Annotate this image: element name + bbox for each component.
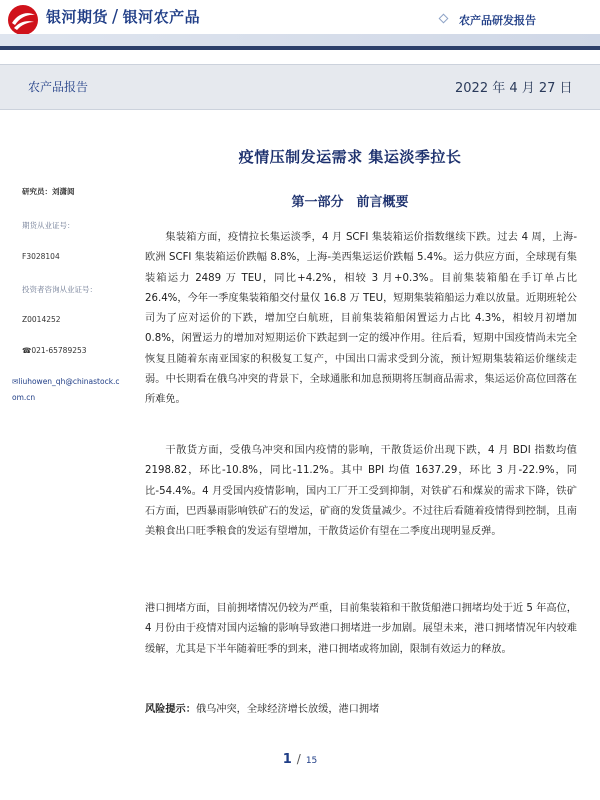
galaxy-logo-icon	[6, 3, 40, 37]
brand-title	[46, 6, 200, 27]
mail-icon: ✉	[12, 377, 19, 386]
page-separator: /	[296, 752, 301, 766]
email-link[interactable]	[12, 374, 124, 406]
header-divider	[0, 46, 600, 50]
total-pages: 15	[305, 756, 318, 766]
diamond-icon	[439, 14, 449, 24]
paragraph-dry-bulk: 干散货方面，受俄乌冲突和国内疫情的影响，干散货运价出现下跌，4 月 BDI 指数均值 2198.82，环比-10.8%，同比-11.2%。其中 BPI 均值 1637.29，环比 3 月-22.9%，同比-54.4%。4 月受国内疫情影响，国内工厂开工受到抑制，对铁矿石和煤炭的需求下降，铁矿石方面，巴西暴雨影响铁矿石的发运，矿商的发货量减少。不过往后看随着疫情得到控制，且南美粮食出口旺季粮食的发运有望增加，干散货运价有望在二季度出现明显反弹。	[145, 445, 577, 538]
brand-divider: /	[112, 6, 119, 27]
invest-cert-number: Z0014252	[22, 315, 61, 324]
header-band	[0, 34, 600, 46]
risk-label: 风险提示：	[145, 704, 196, 715]
report-info-bar	[0, 64, 600, 110]
brand-sub: 银河农产品	[122, 8, 201, 26]
header-report-type-label: 农产品研发报告	[459, 14, 536, 27]
current-page: 1	[282, 752, 292, 767]
paragraph-port-congestion: 港口拥堵方面，目前拥堵情况仍较为严重，目前集装箱和干散货船港口拥堵均处于近 5 年高位，4 月份由于疫情对国内运输的影响导致港口拥堵进一步加剧。展望未来，港口拥堵情况年内较难缓解，尤其是下半年随着旺季的到来，港口拥堵或将加剧，限制有效运力的释放。	[145, 603, 577, 655]
brand-name: 银河期货	[46, 8, 109, 26]
invest-cert-label: 投资者咨询从业证号：	[22, 285, 97, 294]
email-address: liuhowen_qh@chinastock.com.cn	[12, 377, 120, 402]
cert-label: 期货从业证号：	[22, 221, 75, 230]
report-date: 2022 年 4 月 27 日	[455, 81, 573, 96]
risk-text: 俄乌冲突，全球经济增长放缓，港口拥堵	[195, 704, 380, 715]
header-report-type	[440, 12, 536, 28]
phone-number: ☎021-65789253	[22, 346, 87, 355]
cert-number: F3028104	[22, 252, 60, 261]
paragraph-container-shipping: 集装箱方面，疫情拉长集运淡季，4 月 SCFI 集装箱运价指数继续下跌。过去 4 周，上海-欧洲 SCFI 集装箱运价跌幅 8.8%，上海-美西集运运价跌幅 5.4%。运力供应方面，全球现有集装箱运力 2489 万 TEU，同比+4.2%，相较 3 月+0.3%。目前集装箱船在手订单占比 26.4%，今年一季度集装箱船交付量仅 16.8 万 TEU，短期集装箱船运力难以放量。近期班轮公司为了应对运价的下跌，增加空白航班，目前集装箱船闲置运力占比 4.3%，相较月初增加 0.8%，闲置运力的增加对短期运价下跌起到一定的缓冲作用。往后看，短期中国疫情尚未完全恢复且随着东南亚国家的积极复工复产，中国出口需求受到分流，预计短期集装箱运价继续走弱。中长期看在俄乌冲突的背景下，全球通胀和加息预期将压制商品需求，集运运价高位回落在所难免。	[145, 232, 577, 406]
researcher-name: 研究员：刘潇阅	[22, 187, 75, 196]
page-title: 疫情压制发运需求 集运淡季拉长	[238, 148, 462, 166]
page-number	[0, 752, 600, 767]
section-title: 第一部分 前言概要	[291, 195, 409, 210]
risk-warning	[145, 700, 577, 720]
report-category: 农产品报告	[28, 80, 89, 94]
